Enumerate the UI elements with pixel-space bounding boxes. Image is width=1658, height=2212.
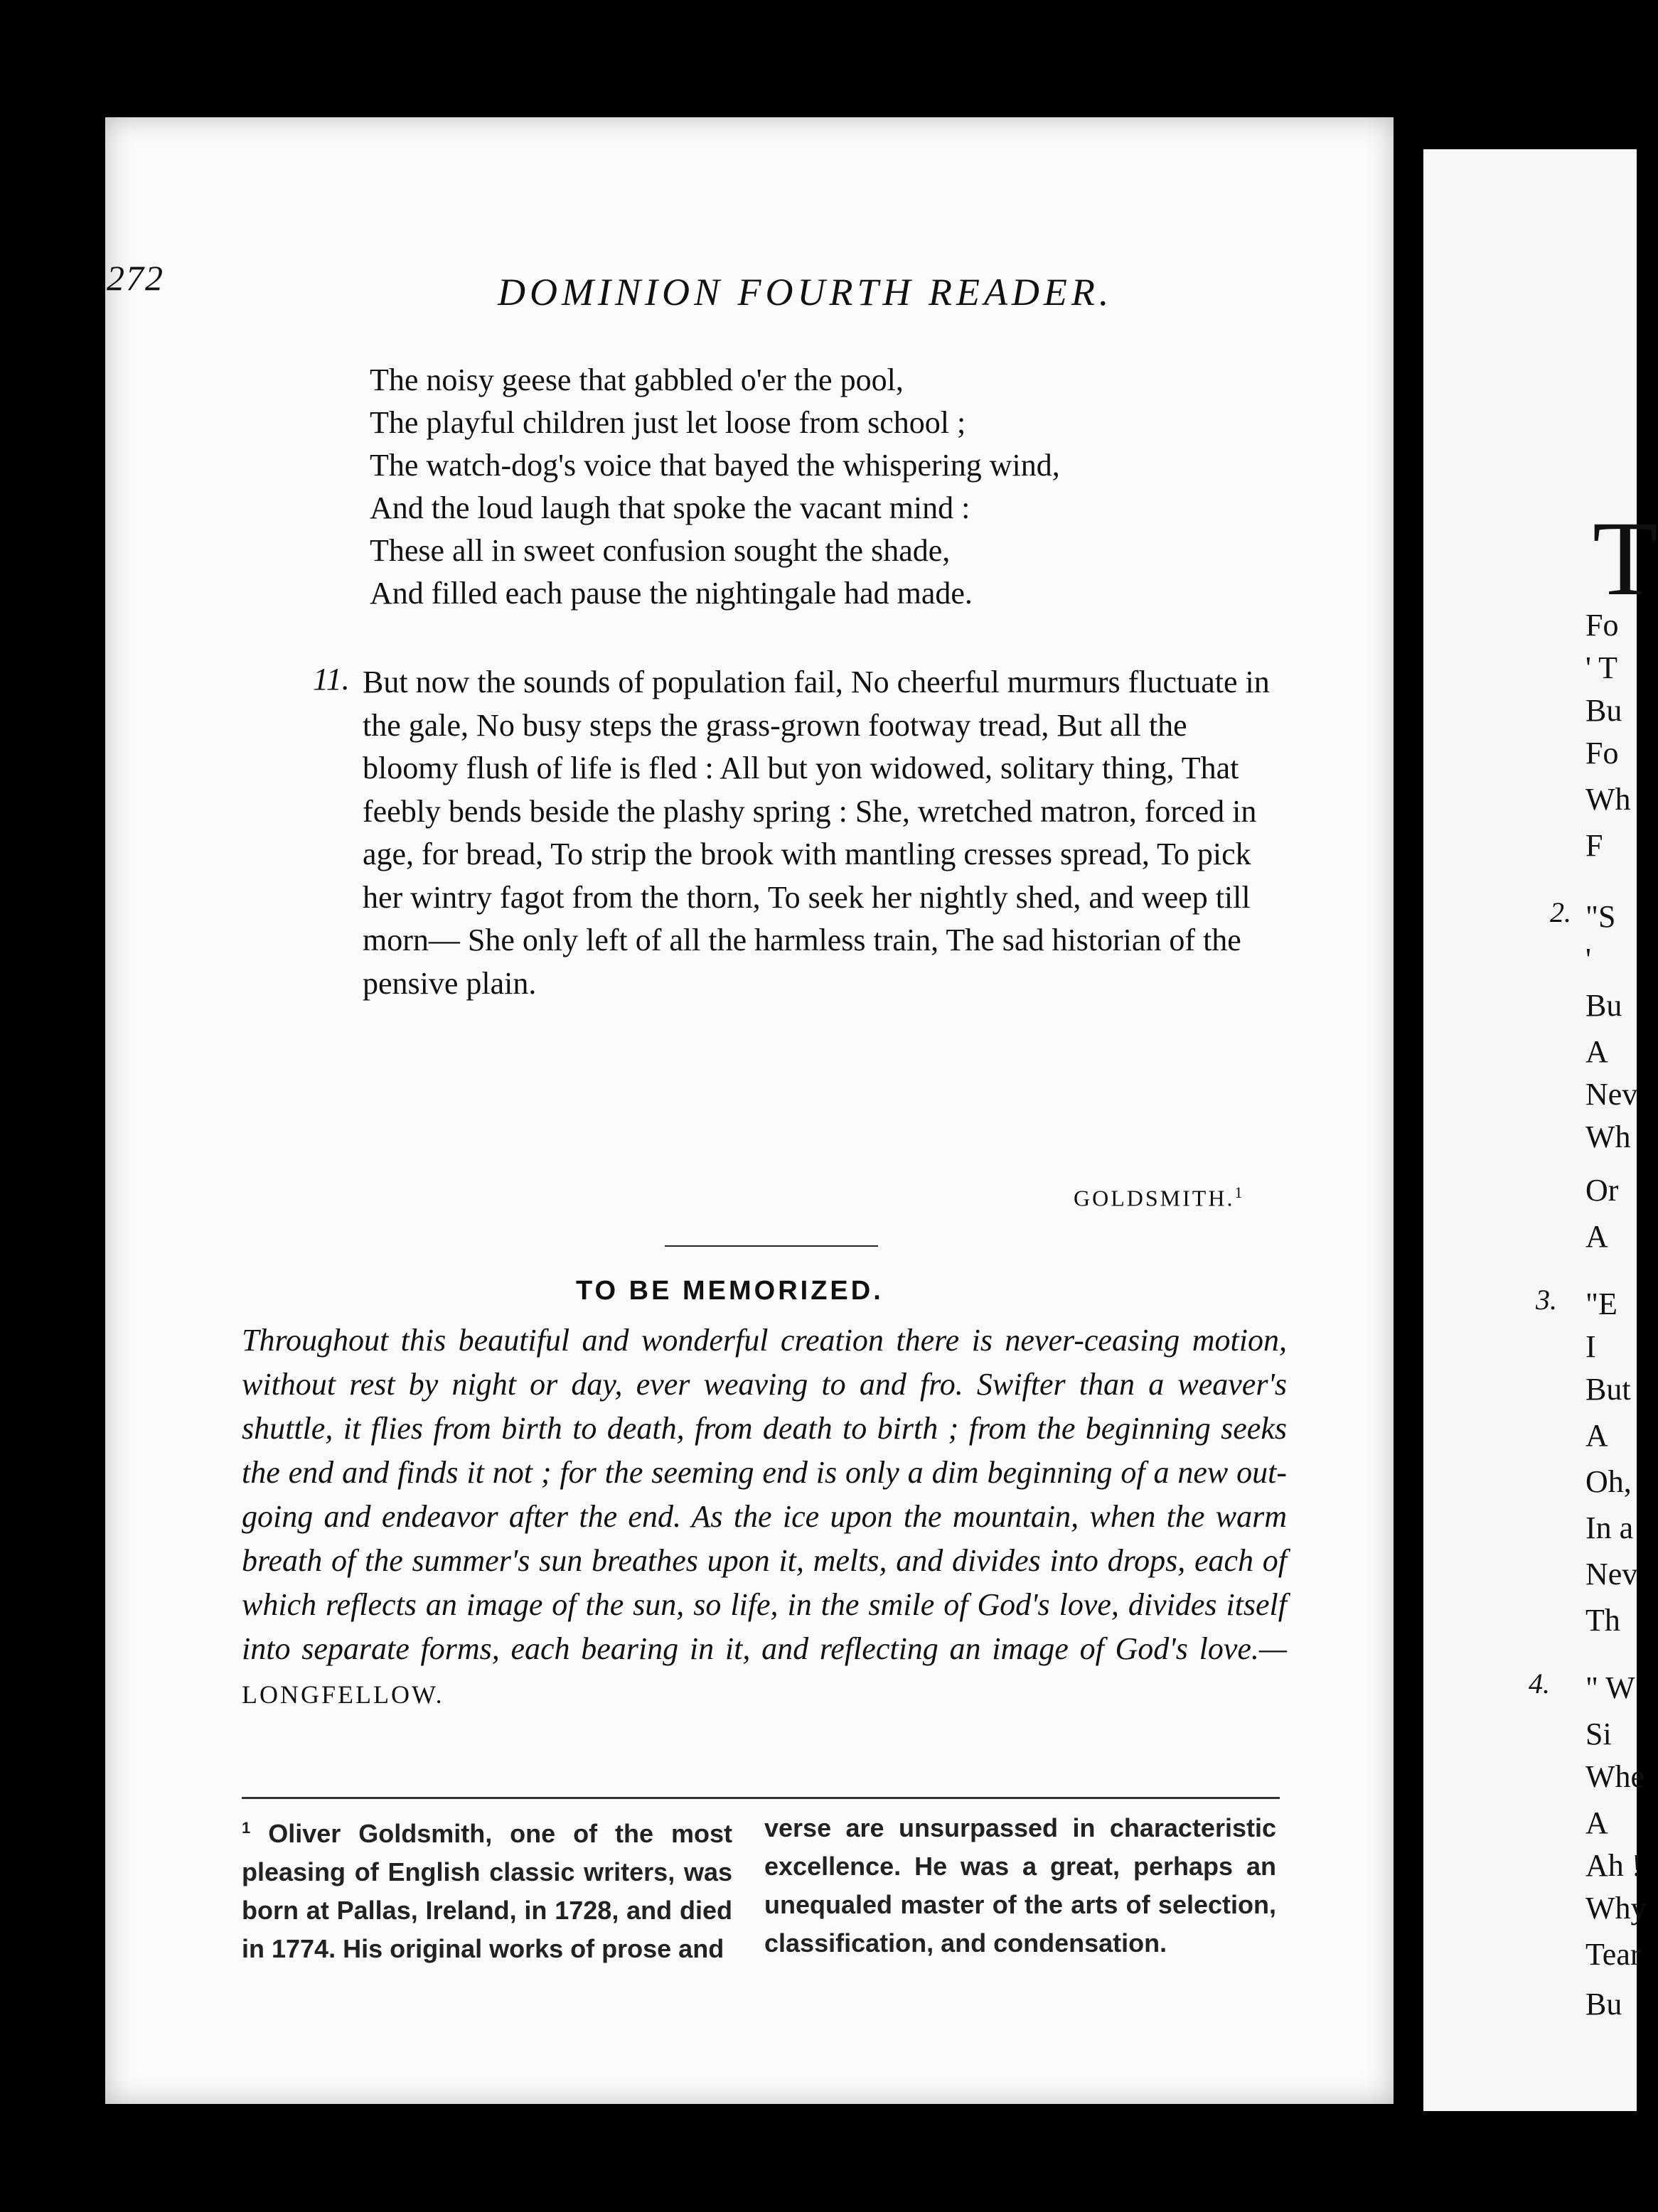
stanza-2 <box>363 661 1287 1005</box>
right-page-fragment: In a <box>1585 1510 1634 1545</box>
right-page-fragment: A <box>1585 1418 1608 1453</box>
attribution-author: GOLDSMITH. <box>1074 1185 1235 1211</box>
verse-line: And the loud laugh that spoke the vacant mind : <box>370 490 970 525</box>
right-page-fragment: Or <box>1585 1173 1619 1208</box>
footnote-left-column <box>242 1809 732 1968</box>
right-page-big-letter: T <box>1593 500 1658 618</box>
right-page-fragment: " W <box>1585 1670 1635 1705</box>
verse-line: To seek her nightly shed, and weep till morn— <box>363 879 1251 957</box>
right-page-fragment: Bu <box>1585 988 1622 1023</box>
right-page-fragment: A <box>1585 1805 1608 1840</box>
verse-line: But all the bloomy flush of life is fled : <box>363 707 1187 785</box>
footnote-right-column: verse are unsurpassed in characteristic excellence. He was a great, perhaps an unequaled master of the arts of selection, classification, and condensation. <box>764 1813 1276 1958</box>
right-page-fragment: Bu <box>1585 1987 1622 2022</box>
right-page-fragment: Wh <box>1585 782 1631 817</box>
right-page-fragment: Tear <box>1585 1937 1641 1972</box>
section-divider <box>665 1245 878 1247</box>
verse-line: But now the sounds of population fail, <box>363 665 843 699</box>
right-page-fragment: Nev <box>1585 1077 1638 1112</box>
right-page-fragment: A <box>1585 1034 1608 1069</box>
right-page-fragment: Bu <box>1585 693 1622 728</box>
right-page-fragment: Wh <box>1585 1120 1631 1154</box>
right-page-fragment: F <box>1585 828 1603 863</box>
verse-line: All but yon widowed, solitary thing, <box>720 751 1175 785</box>
verse-line: No cheerful murmurs fluctuate in the gale, <box>363 665 1270 743</box>
right-page-fragment: Whe <box>1585 1759 1645 1794</box>
section-heading: TO BE MEMORIZED. <box>576 1276 884 1306</box>
right-page-fragment: Ah ! <box>1585 1848 1642 1883</box>
footnote-name: Oliver Goldsmith <box>268 1819 486 1848</box>
right-page-stanza-number: 2. <box>1550 896 1571 928</box>
stanza-number: 11. <box>313 662 350 697</box>
poem-attribution <box>1074 1183 1244 1212</box>
right-page-fragment: I <box>1585 1329 1596 1364</box>
right-page-stanza-number: 4. <box>1529 1668 1550 1700</box>
passage-text: Throughout this beautiful and wonderful creation there is never-ceasing motion, without rest by night or day, ever weaving to and fro. Swifter than a weaver's shuttle, it flies from birth to death, from death to birth ; from the beginning seeks the end and finds it not ; for the seeming end is only a dim beginning of a new out-going and endeavor after the end. As the ice upon the mountain, when the warm breath of the summer's sun breathes upon it, melts, and divides into drops, each of which reflects an image of the sun, so life, in the smile of God's love, divides itself into separate forms, each bearing in it, and reflecting an image of God's love.— <box>242 1323 1287 1666</box>
footnote-mark: 1 <box>242 1819 251 1837</box>
verse-line: No busy steps the grass-grown footway tread, <box>476 707 1049 743</box>
verse-line: That feebly bends beside the plashy spring : <box>363 751 1239 829</box>
right-page-fragment: "S <box>1585 899 1616 934</box>
verse-line: She only left of all the harmless train, <box>467 923 939 957</box>
right-page-fragment: Si <box>1585 1717 1612 1751</box>
verse-line: The sad historian of the pensive plain. <box>363 923 1241 1001</box>
verse-line: To pick her wintry fagot from the thorn, <box>363 837 1251 915</box>
right-page-fragment: Nev <box>1585 1557 1638 1591</box>
footnote-divider <box>242 1797 1280 1799</box>
verse-line: She, wretched matron, forced in age, for bread, <box>363 793 1257 871</box>
right-page-fragment: But <box>1585 1372 1631 1407</box>
verse-line: The watch-dog's voice that bayed the whispering wind, <box>370 448 1060 483</box>
stanza-1 <box>370 359 1294 615</box>
verse-line: To strip the brook with mantling cresses spread, <box>550 837 1150 871</box>
right-page-fragment: Th <box>1585 1603 1620 1638</box>
right-page-fragment: ' T <box>1585 650 1618 685</box>
passage-author: LONGFELLOW. <box>242 1680 444 1709</box>
verse-line: And filled each pause the nightingale had made. <box>370 576 973 611</box>
verse-line: The playful children just let loose from school ; <box>370 405 966 440</box>
right-page-fragment: A <box>1585 1219 1608 1254</box>
running-title: DOMINION FOURTH READER. <box>498 271 1113 313</box>
right-page-fragment: ' <box>1585 942 1591 977</box>
page-number: 272 <box>107 258 164 298</box>
right-page-fragment: Why <box>1585 1891 1647 1926</box>
footnote-mark: 1 <box>1234 1183 1245 1201</box>
right-page-fragment: Fo <box>1585 608 1619 643</box>
memorize-passage <box>242 1319 1287 1717</box>
right-page-fragment: "E <box>1585 1287 1617 1321</box>
verse-line: These all in sweet confusion sought the shade, <box>370 533 951 568</box>
footnote-text: , one of the most pleasing of English classic writers, was born at Pallas, Ireland, in 1728, and died in 1774. His original works of prose and <box>242 1819 732 1963</box>
right-page-stanza-number: 3. <box>1536 1284 1557 1316</box>
verse-line: The noisy geese that gabbled o'er the pool, <box>370 363 904 397</box>
right-page-fragment: Fo <box>1585 736 1619 771</box>
right-page-fragment: Oh, <box>1585 1464 1632 1499</box>
